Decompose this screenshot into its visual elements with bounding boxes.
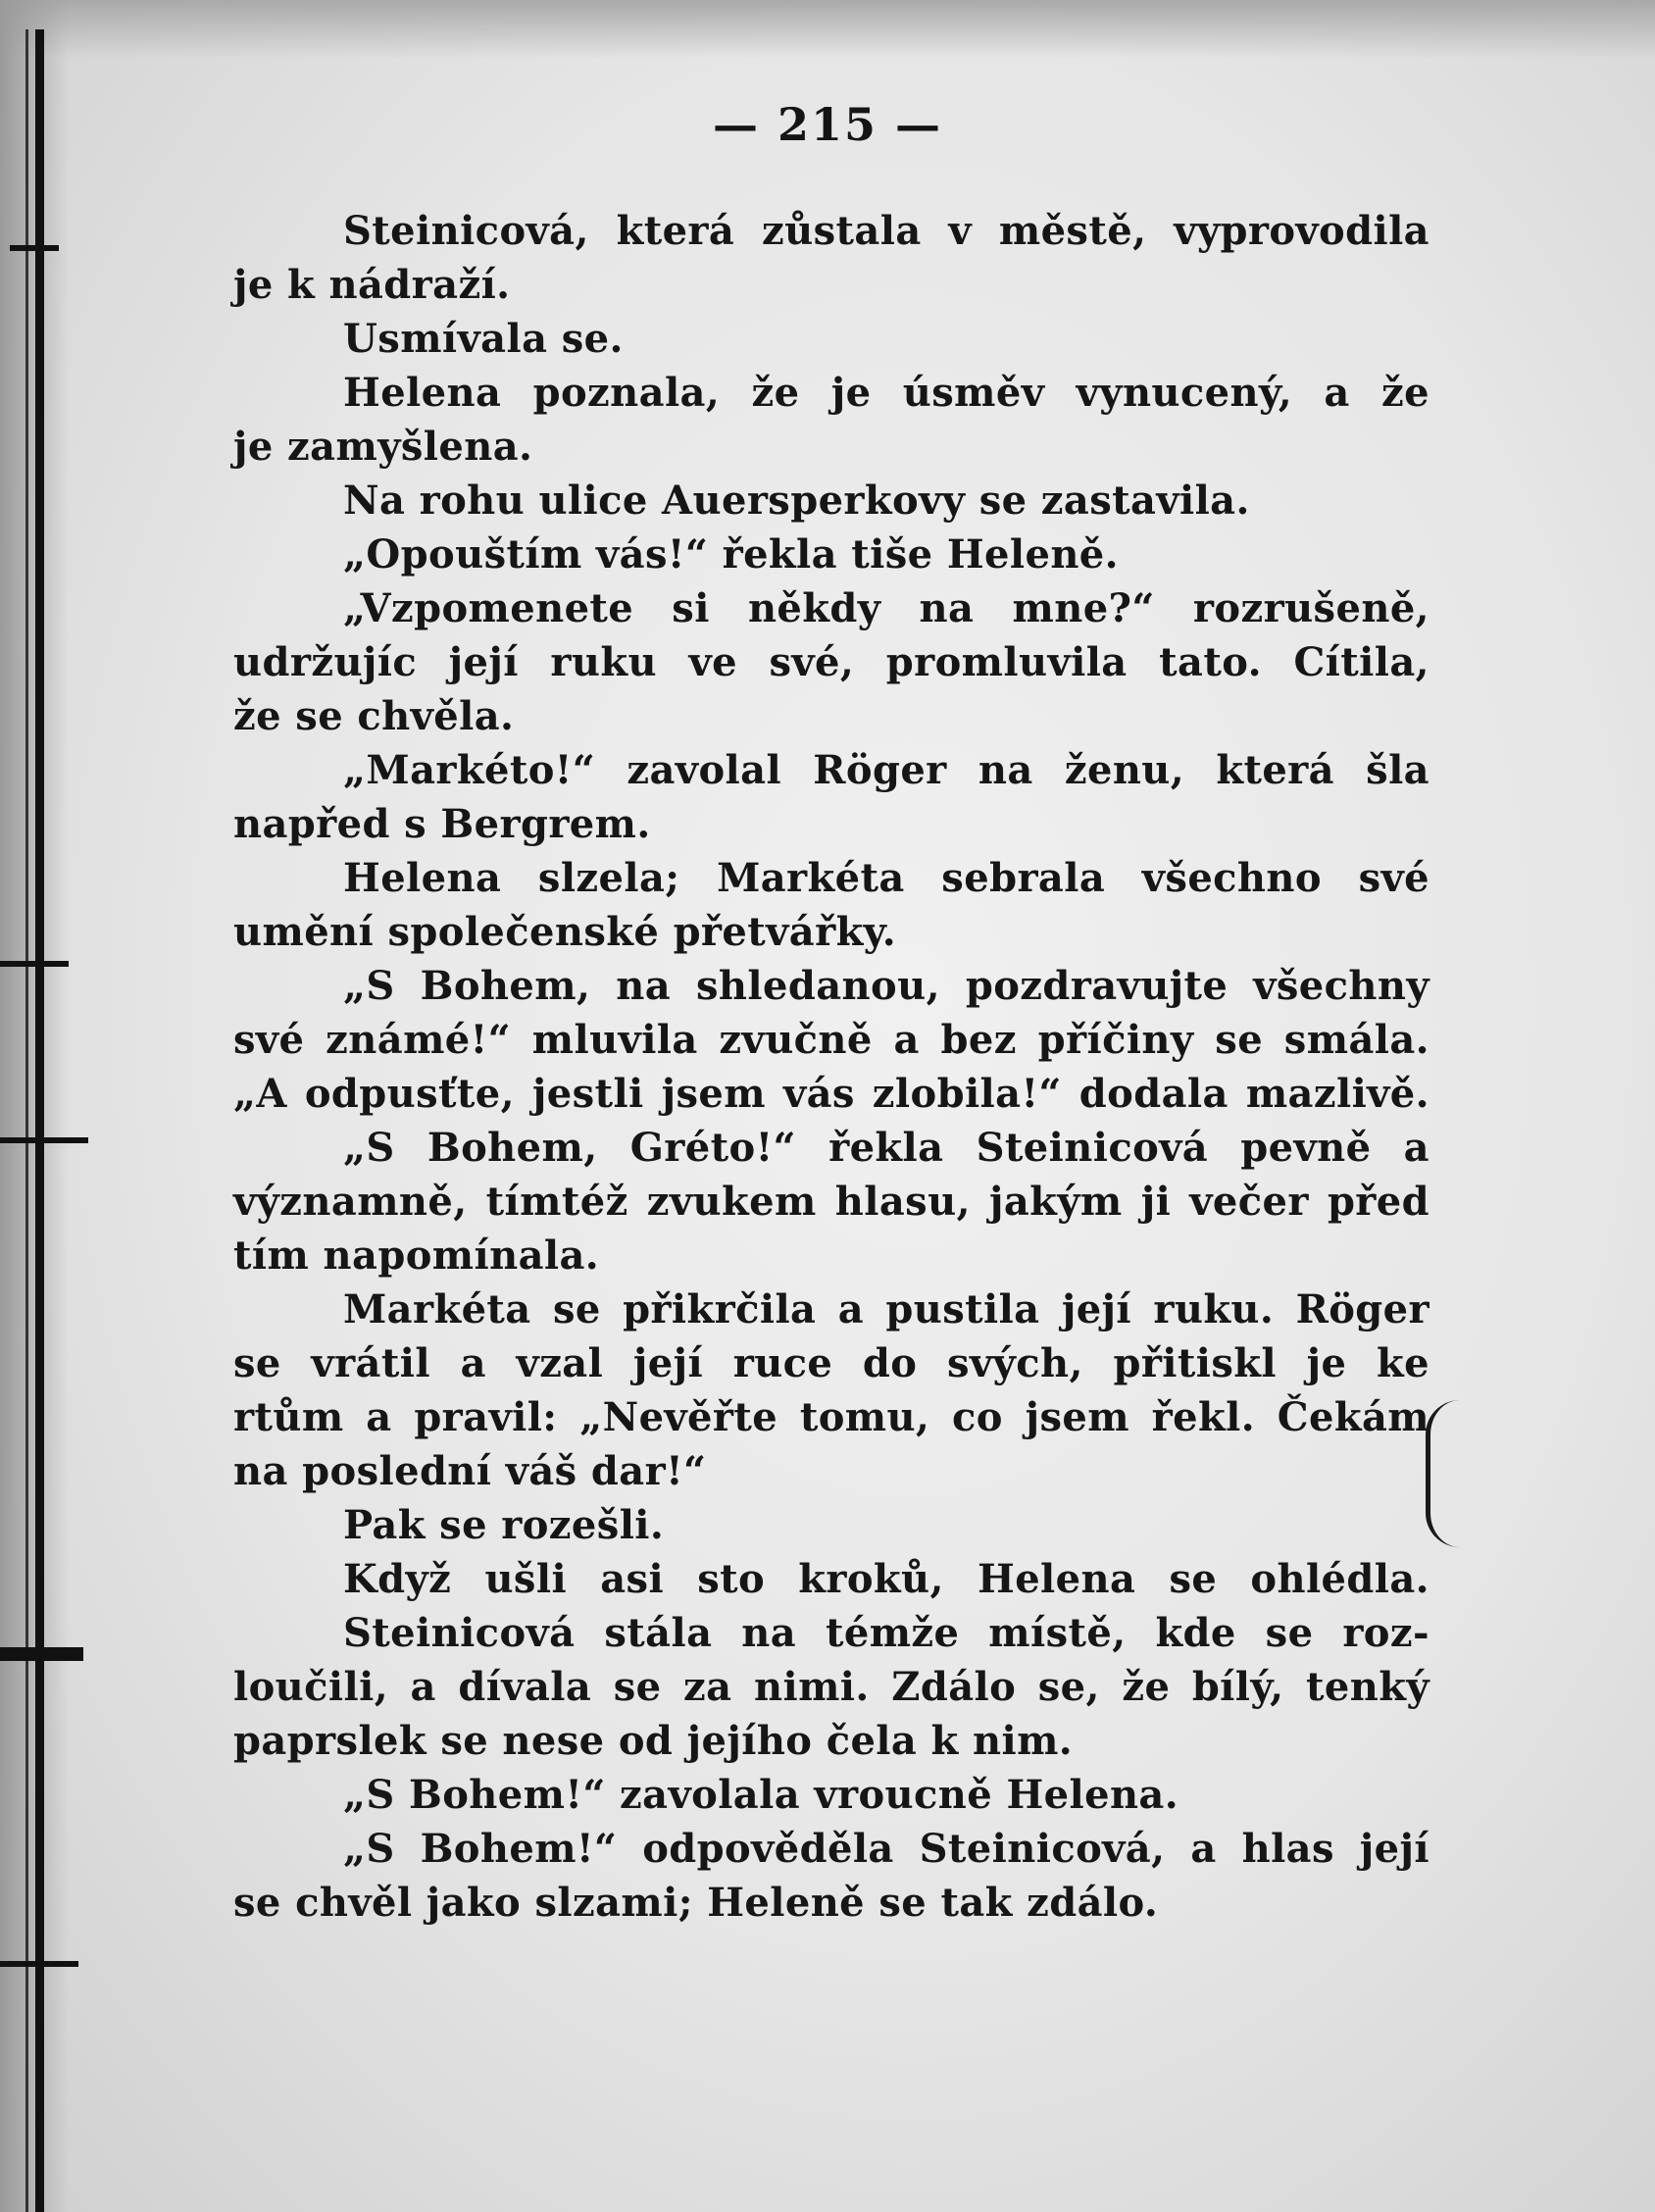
binding-edge-thin: [25, 29, 28, 2212]
text-line: Na rohu ulice Auersperkovy se zastavila.: [343, 478, 1250, 524]
text-line: udržujíc její ruku ve své, promluvila tato. Cítila,: [233, 639, 1429, 685]
text-line: umění společenské přetvářky.: [233, 909, 897, 955]
page-number: — 215 —: [712, 98, 943, 151]
text-line: „Markéto!“ zavolal Röger na ženu, která šla: [343, 747, 1429, 793]
text-line: Pak se rozešli.: [343, 1502, 665, 1548]
text-line: se vrátil a vzal její ruce do svých, přitiskl je ke: [233, 1340, 1429, 1386]
text-line: tím napomínala.: [233, 1232, 600, 1279]
text-line: Když ušli asi sto kroků, Helena se ohlédla.: [343, 1556, 1429, 1602]
text-line: „Vzpomenete si někdy na mne?“ rozrušeně,: [343, 585, 1429, 631]
text-line: Markéta se přikrčila a pustila její ruku. Röger: [343, 1286, 1429, 1332]
text-line: že se chvěla.: [233, 693, 515, 739]
binding-tick: [10, 245, 59, 251]
text-line: napřed s Bergrem.: [233, 801, 651, 847]
text-line: loučili, a dívala se za nimi. Zdálo se, že bílý, tenký: [233, 1664, 1429, 1710]
text-line: „S Bohem, na shledanou, pozdravujte všechny: [343, 963, 1429, 1009]
text-line: „Opouštím vás!“ řekla tiše Heleně.: [343, 531, 1119, 578]
text-line: „S Bohem, Gréto!“ řekla Steinicová pevně a: [343, 1125, 1429, 1171]
text-line: Steinicová, která zůstala v městě, vyprovodila: [343, 208, 1429, 254]
text-line: se chvěl jako slzami; Heleně se tak zdálo.: [233, 1880, 1159, 1926]
text-line: své známé!“ mluvila zvučně a bez příčiny se smála.: [233, 1017, 1429, 1063]
body-text: [233, 204, 1429, 1930]
margin-bracket-mark: [1426, 1400, 1460, 1547]
text-line: Steinicová stála na témže místě, kde se roz-: [343, 1610, 1429, 1656]
binding-tick: [0, 1647, 83, 1661]
page-top-shadow: [0, 0, 1655, 59]
text-line: na poslední váš dar!“: [233, 1448, 707, 1494]
text-line: paprslek se nese od jejího čela k nim.: [233, 1718, 1074, 1764]
text-line: je k nádraží.: [233, 262, 511, 308]
binding-edge: [35, 29, 44, 2212]
text-line: Usmívala se.: [343, 316, 624, 362]
text-line: Helena slzela; Markéta sebrala všechno své: [343, 855, 1429, 901]
text-line: „S Bohem!“ zavolala vroucně Helena.: [343, 1772, 1179, 1818]
binding-tick: [0, 961, 69, 967]
text-line: významně, tímtéž zvukem hlasu, jakým ji večer před: [233, 1179, 1429, 1225]
text-line: rtům a pravil: „Nevěřte tomu, co jsem řekl. Čekám: [233, 1394, 1429, 1440]
text-line: „A odpusťte, jestli jsem vás zlobila!“ dodala mazlivě.: [233, 1071, 1429, 1117]
page-left-shadow: [0, 0, 69, 2212]
text-line: je zamyšlena.: [233, 424, 533, 470]
text-line: Helena poznala, že je úsměv vynucený, a že: [343, 370, 1429, 416]
text-line: „S Bohem!“ odpověděla Steinicová, a hlas její: [343, 1826, 1429, 1872]
binding-tick: [0, 1961, 78, 1967]
binding-tick: [0, 1137, 88, 1143]
